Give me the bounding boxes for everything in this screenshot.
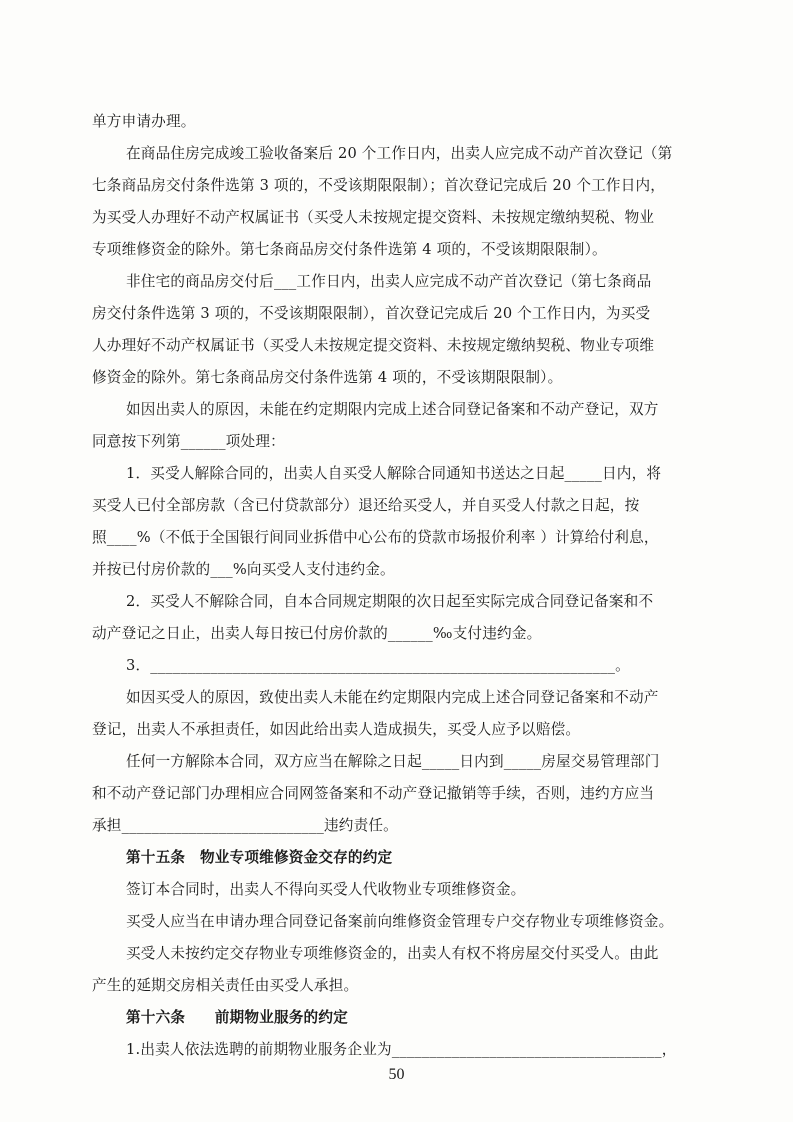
text-line: 房交付条件选第 3 项的，不受该期限限制），首次登记完成后 20 个工作日内，为买受 <box>92 305 651 322</box>
text-line: 同意按下列第______项处理： <box>92 433 285 450</box>
text-line: 七条商品房交付条件选第 3 项的，不受该期限限制）；首次登记完成后 20 个工作日内， <box>92 177 666 194</box>
text-line: 修资金的除外。第七条商品房交付条件选第 4 项的，不受该期限限制）。 <box>92 369 563 386</box>
text-line: 1．买受人解除合同的，出卖人自买受人解除合同通知书送达之日起_____日内，将 <box>126 465 662 482</box>
text-line: 1.出卖人依法选聘的前期物业服务企业为____________________________________， <box>126 1041 677 1058</box>
text-line: 如因买受人的原因，致使出卖人未能在约定期限内完成上述合同登记备案和不动产 <box>126 689 659 706</box>
text-line: 专项维修资金的除外。第七条商品房交付条件选第 4 项的，不受该期限限制）。 <box>92 241 607 258</box>
text-line: 在商品住房完成竣工验收备案后 20 个工作日内，出卖人应完成不动产首次登记（第 <box>126 145 673 162</box>
text-line: 2．买受人不解除合同，自本合同规定期限的次日起至实际完成合同登记备案和不 <box>126 593 654 610</box>
text-line: 3．______________________________________________________________。 <box>126 657 630 674</box>
text-line: 登记，出卖人不承担责任，如因此给出卖人造成损失，买受人应予以赔偿。 <box>92 721 581 738</box>
text-line: 非住宅的商品房交付后___工作日内，出卖人应完成不动产首次登记（第七条商品 <box>126 273 652 290</box>
text-line: 人办理好不动产权属证书（买受人未按规定提交资料、未按规定缴纳契税、物业专项维 <box>92 337 655 354</box>
text-line: 并按已付房价款的___%向买受人支付违约金。 <box>92 561 395 578</box>
text-line: 单方申请办理。 <box>92 113 196 130</box>
text-line: 买受人应当在申请办理合同登记备案前向维修资金管理专户交存物业专项维修资金。 <box>126 913 674 930</box>
text-line: 签订本合同时，出卖人不得向买受人代收物业专项维修资金。 <box>126 881 526 898</box>
section-heading: 第十五条 物业专项维修资金交存的约定 <box>126 849 393 866</box>
text-line: 照____%（不低于全国银行间同业拆借中心公布的贷款市场报价利率 ）计算给付利息， <box>92 529 659 546</box>
text-line: 买受人未按约定交存物业专项维修资金的，出卖人有权不将房屋交付买受人。由此 <box>126 945 659 962</box>
text-line: 动产登记之日止，出卖人每日按已付房价款的______‰支付违约金。 <box>92 625 542 642</box>
text-line: 任何一方解除本合同，双方应当在解除之日起_____日内到_____房屋交易管理部门 <box>126 753 660 770</box>
text-line: 如因出卖人的原因，未能在约定期限内完成上述合同登记备案和不动产登记，双方 <box>126 401 659 418</box>
page-number: 50 <box>388 1066 405 1083</box>
text-line: 为买受人办理好不动产权属证书（买受人未按规定提交资料、未按规定缴纳契税、物业 <box>92 209 655 226</box>
text-line: 产生的延期交房相关责任由买受人承担。 <box>92 977 359 994</box>
text-line: 买受人已付全部房款（含已付贷款部分）退还给买受人，并自买受人付款之日起，按 <box>92 497 640 514</box>
text-line: 和不动产登记部门办理相应合同网签备案和不动产登记撤销等手续，否则，违约方应当 <box>92 785 655 802</box>
text-line: 承担___________________________违约责任。 <box>92 817 398 834</box>
section-heading: 第十六条 前期物业服务的约定 <box>126 1009 348 1026</box>
